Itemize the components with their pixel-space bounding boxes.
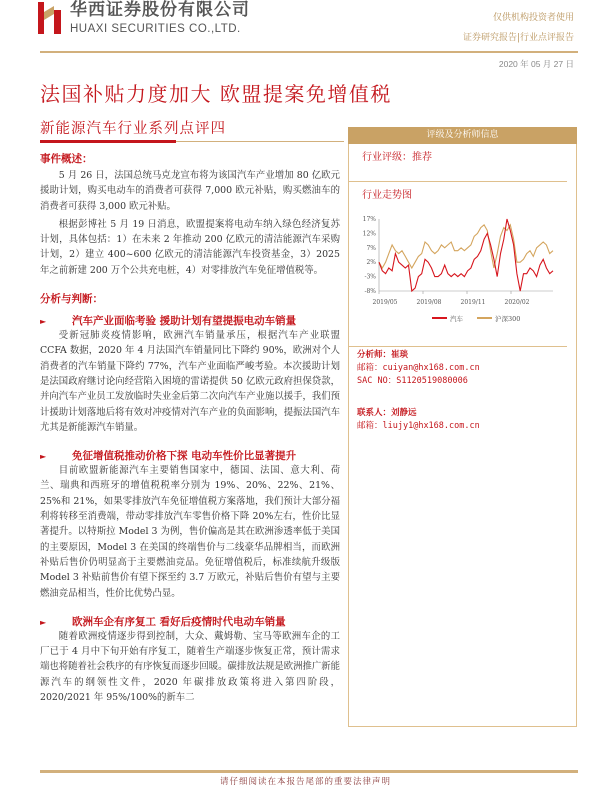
- subtitle-divider: [176, 141, 344, 142]
- box-divider: [349, 181, 567, 182]
- x-tick-label: 2019/05: [372, 299, 398, 306]
- legend-label-hs300: 沪深300: [495, 315, 521, 323]
- analyst-name: 分析师：崔琰: [357, 350, 409, 360]
- point-title: ► 欧洲车企有序复工 看好后疫情时代电动车销量: [40, 615, 286, 628]
- industry-rating: 行业评级：推荐: [362, 152, 432, 163]
- x-tick-label: 2019/08: [416, 299, 442, 306]
- point-title: ► 汽车产业面临考验 援助计划有望提振电动车销量: [40, 315, 297, 328]
- y-tick-label: 12%: [362, 230, 376, 238]
- y-tick-label: 2%: [366, 259, 376, 267]
- box-header: 评级及分析师信息: [348, 127, 577, 144]
- event-paragraph: 根据彭博社 5 月 19 日消息，欧盟提案将电动车纳入绿色经济复苏计划，具体包括：1）在未来 2 年推动 200 亿欧元的清洁能源汽车采购计划，2）建立 400~600 亿欧元的清洁能源汽车投资基金，3）2025 年之前新建 200 万个公共充电桩，4）对零排放汽车免征增值税等。: [40, 218, 340, 276]
- event-heading: 事件概述：: [40, 153, 93, 165]
- company-name-cn: 华西证券股份有限公司: [70, 0, 250, 20]
- industry-trend-chart: [352, 210, 574, 330]
- contact-email[interactable]: 邮箱：liujy1@hx168.com.cn: [357, 421, 480, 431]
- bullet-arrow-icon: ►: [40, 616, 47, 627]
- x-tick-label: 2019/11: [460, 299, 486, 306]
- chart-title: 行业走势图: [362, 190, 412, 201]
- y-tick-label: -8%: [364, 288, 376, 295]
- header-divider: [40, 51, 578, 53]
- y-tick-label: -3%: [364, 273, 376, 281]
- footer-divider: [40, 770, 578, 773]
- analysis-heading: 分析与判断：: [40, 293, 103, 306]
- subtitle-underline: [40, 140, 176, 143]
- contact-name: 联系人：刘静远: [357, 408, 417, 418]
- x-tick-label: 2020/02: [504, 299, 530, 306]
- analyst-email[interactable]: 邮箱：cuiyan@hx168.com.cn: [357, 363, 480, 373]
- legal-notice: 请仔细阅读在本报告尾部的重要法律声明: [220, 777, 392, 787]
- legend-label-car: 汽车: [450, 315, 463, 323]
- page-title: 法国补贴力度加大 欧盟提案免增值税: [40, 82, 392, 106]
- analyst-sac: SAC NO：S1120519080006: [357, 376, 468, 386]
- y-tick-label: 7%: [366, 244, 376, 252]
- report-body: [40, 150, 340, 705]
- report-date: 2020 年 05 月 27 日: [498, 59, 574, 69]
- report-type: 证券研究报告|行业点评报告: [462, 33, 574, 43]
- page-subtitle: 新能源汽车行业系列点评四: [40, 121, 226, 137]
- series-line-hs300: [379, 225, 553, 268]
- y-tick-label: 17%: [362, 216, 376, 223]
- point-text: 受新冠肺炎疫情影响，欧洲汽车销量承压，根据汽车产业联盟 CCFA 数据，2020 年 4 月法国汽车销量同比下降约 90%，欧洲对个人消费者的汽车销量下降约 77%，汽车产业面临严峻考验。本次援助计划是法国政府继讨论向经营陷入困境的雷诺提供 50 亿欧元政府担保贷款，并向汽车产业员工发放临时失业金后第二次向汽车产业施以援手，我们预计援助计划落地后将有效对冲疫情对汽车产业的负面影响，提振法国汽车尤其是新能源汽车销量。: [40, 330, 341, 433]
- event-paragraph: 5 月 26 日，法国总统马克龙宣布将为该国汽车产业增加 80 亿欧元援助计划，购买电动车的消费者可获得 7,000 欧元补贴，购买燃油车的消费者可获得 3,000 欧元补贴。: [40, 170, 340, 212]
- point-text: 随着欧洲疫情逐步得到控制，大众、戴姆勒、宝马等欧洲车企的工厂已于 4 月中下旬开始有序复工，随着生产端逐步恢复正常，预计需求端也将随着社会秩序的有序恢复而逐步回暖。碳排放法规是欧洲推广新能源汽车的纲领性文件，2020 年碳排放政策将进入第四阶段，2020/2021 年 95%/100%的新车二: [40, 630, 341, 704]
- point-title: ► 免征增值税推动价格下探 电动车性价比显著提升: [40, 450, 297, 463]
- legend: [432, 314, 520, 323]
- bullet-arrow-icon: ►: [40, 451, 47, 462]
- point-text: 目前欧盟新能源汽车主要销售国家中，德国、法国、意大利、荷兰、瑞典和西班牙的增值税税率分别为 19%、20%、22%、21%、25%和 21%，如果零排放汽车免征增值税方案落地，我们预计大部分福利将转移至消费端，带动零排放汽车零售价格下降 20%左右，性价比显著提升。以特斯拉 Model 3 为例，售价偏高是其在欧洲渗透率低于美国的主要原因，Model 3 在美国的终端售价与二线豪华品牌相当，而欧洲补贴后售价仍明显高于主要燃油竞品。免征增值税后，标准续航升级版 Model 3 补贴前售价有望下探至约 3.7 万欧元，补贴后售价有望与主要燃油竞品相当，性价比优势凸显。: [40, 465, 340, 599]
- company-name-en: HUAXI SECURITIES CO.,LTD.: [70, 23, 241, 35]
- investor-notice: 仅供机构投资者使用: [492, 13, 574, 23]
- huaxi-logo-icon: [38, 2, 62, 34]
- box-divider: [349, 346, 567, 347]
- bullet-arrow-icon: ►: [40, 316, 47, 327]
